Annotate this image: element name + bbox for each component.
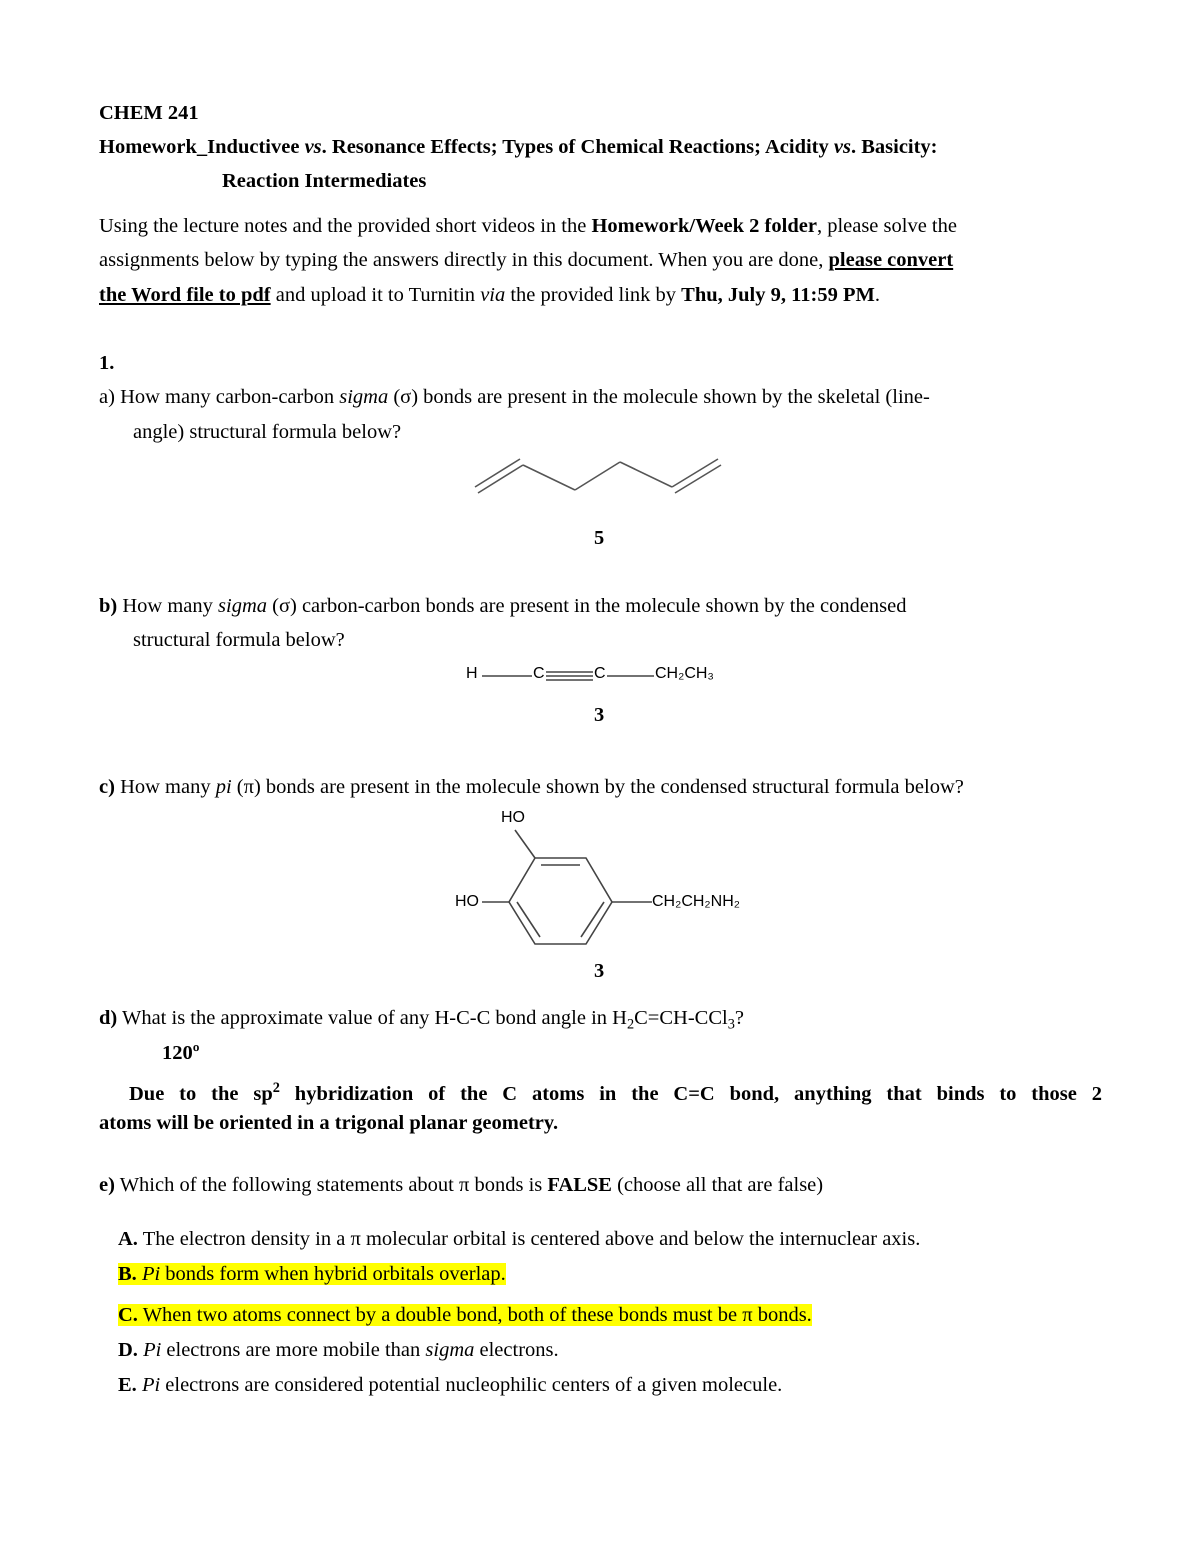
homework-subtitle: Reaction Intermediates xyxy=(222,170,427,192)
question-number: 1. xyxy=(99,352,115,374)
intro-line-2: assignments below by typing the answers directly in this document. When you are done, please convert xyxy=(99,249,954,271)
bond-oh-top xyxy=(515,830,535,858)
question-b-line-2: structural formula below? xyxy=(133,629,345,651)
option-a: A. The electron density in a π molecular orbital is centered above and below the internuclear axis. xyxy=(118,1228,921,1250)
bond-1-double xyxy=(475,459,520,487)
intro-line-3: the Word file to pdf and upload it to Turnitin via the provided link by Thu, July 9, 11:59 PM. xyxy=(99,284,880,306)
butyne-bonds xyxy=(478,665,658,687)
bond-3 xyxy=(575,462,620,490)
question-a-line-1: a) How many carbon-carbon sigma (σ) bonds are present in the molecule shown by the skeletal (line- xyxy=(99,386,930,408)
question-a-line-2: angle) structural formula below? xyxy=(133,421,402,443)
pentadiene-skeletal-structure xyxy=(470,450,730,500)
atom-h: H xyxy=(466,665,478,682)
ethyl-group: CH₂CH₃ xyxy=(655,665,714,682)
question-b-line-1: b) How many sigma (σ) carbon-carbon bonds are present in the molecule shown by the condensed xyxy=(99,595,907,617)
answer-a: 5 xyxy=(594,527,605,549)
question-e: e) Which of the following statements about π bonds is FALSE (choose all that are false) xyxy=(99,1174,824,1196)
ring-hexagon xyxy=(509,858,612,944)
option-d: D. Pi electrons are more mobile than sigma electrons. xyxy=(118,1339,559,1361)
bond-5-double xyxy=(675,465,721,493)
course-code: CHEM 241 xyxy=(99,102,199,124)
answer-c: 3 xyxy=(594,960,605,982)
atom-c2: C xyxy=(594,665,606,682)
benzene-ring xyxy=(470,820,660,950)
ethylamine-group: CH₂CH₂NH₂ xyxy=(652,893,740,910)
question-c-line-1: c) How many pi (π) bonds are present in the molecule shown by the condensed structural formula below? xyxy=(99,776,964,798)
answer-d-explanation-1: Due to the $sp^2$ hybridization of the C atoms in the C=C bond, anything that binds to those 2 xyxy=(129,1080,1102,1105)
answer-b: 3 xyxy=(594,704,605,726)
question-d: d) What is the approximate value of any H-C-C bond angle in $H_2C=CH-CCl_3$? xyxy=(99,1007,744,1033)
bond-5 xyxy=(672,459,718,487)
hydroxyl-top: HO xyxy=(501,809,525,826)
hydroxyl-left: HO xyxy=(455,893,479,910)
intro-line-1: Using the lecture notes and the provided short videos in the Homework/Week 2 folder, please solve the xyxy=(99,215,957,237)
bond-4 xyxy=(620,462,672,487)
bond-2 xyxy=(523,465,575,490)
option-e: E. Pi electrons are considered potential nucleophilic centers of a given molecule. xyxy=(118,1374,783,1396)
atom-c1: C xyxy=(533,665,545,682)
answer-d-explanation-2: atoms will be oriented in a trigonal planar geometry. xyxy=(99,1112,559,1134)
answer-d: 120º xyxy=(162,1042,200,1064)
option-c: C. When two atoms connect by a double bond, both of these bonds must be π bonds. xyxy=(118,1304,812,1326)
bond-1 xyxy=(478,465,523,493)
option-b: B. Pi bonds form when hybrid orbitals overlap. xyxy=(118,1263,506,1285)
homework-title: Homework_Inductivee vs. Resonance Effects; Types of Chemical Reactions; Acidity vs. Basicity: xyxy=(99,136,938,158)
